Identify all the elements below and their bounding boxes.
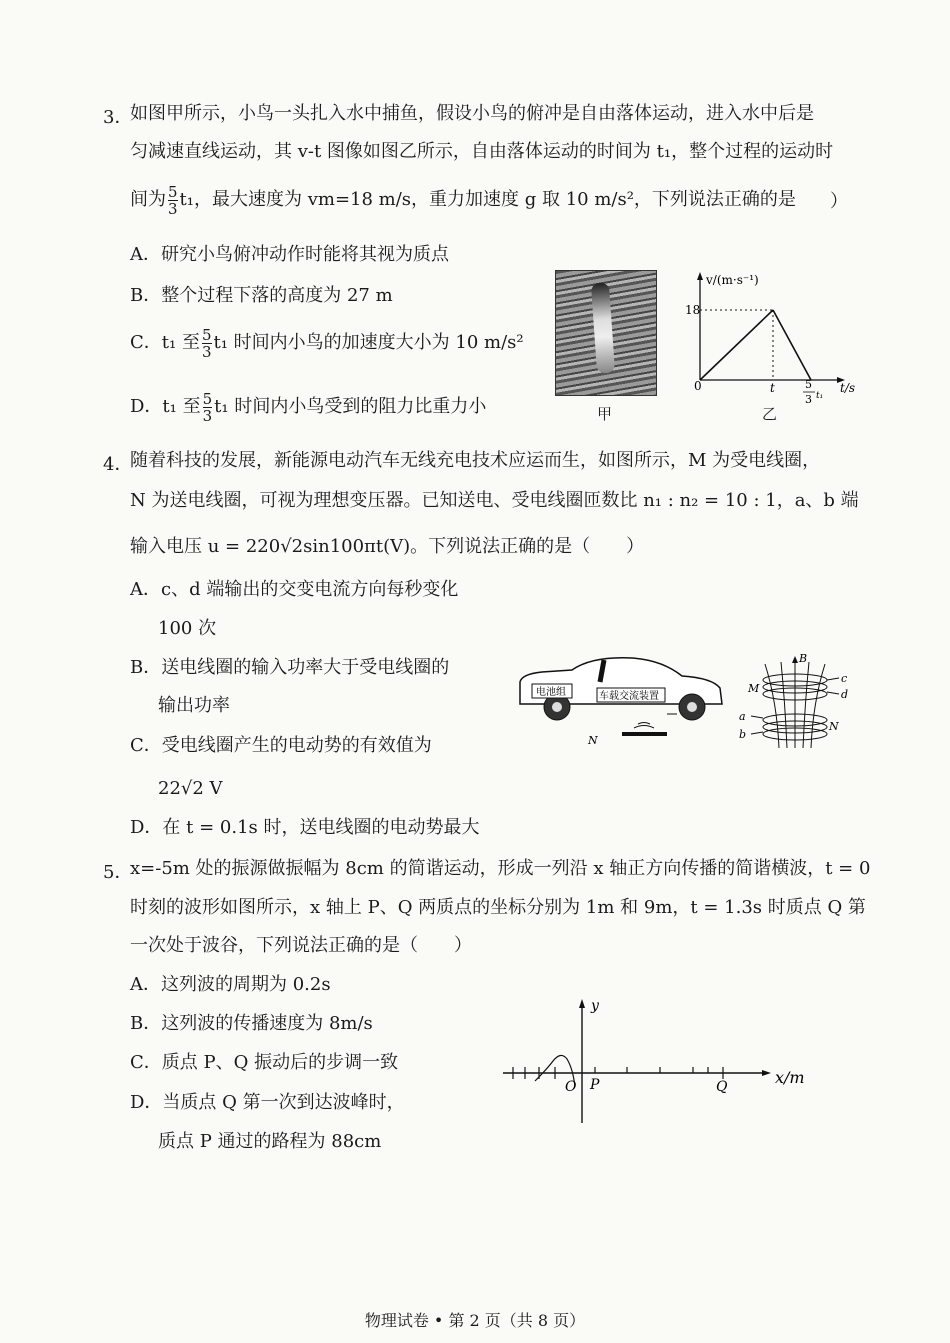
q4-option-d: D．在 t = 0.1s 时，送电线圈的电动势最大 (130, 817, 480, 838)
bird-figure (591, 282, 615, 373)
wave-point-Q: Q (716, 1079, 728, 1095)
q4-number: 4． (103, 454, 133, 475)
q3-option-a: A．研究小鸟俯冲动作时能将其视为质点 (130, 244, 449, 265)
q4-option-c-line1: C．受电线圈产生的电动势的有效值为 (130, 735, 432, 756)
q5-option-d-line1: D．当质点 Q 第一次到达波峰时， (130, 1092, 405, 1113)
battery-label: 电池组 (536, 687, 566, 698)
vt-origin: 0 (694, 379, 702, 393)
q5-stem-line3: 一次处于波谷，下列说法正确的是（ ） (130, 935, 472, 956)
q3-stem-line3 (130, 180, 796, 220)
q5-option-c: C．质点 P、Q 振动后的步调一致 (130, 1052, 399, 1073)
vt-ylabel: v/(m·s⁻¹) (706, 273, 759, 287)
q3-option-c (130, 322, 524, 364)
q3-option-c-start: C．t₁ 至 (130, 332, 200, 353)
wave-graph (495, 995, 815, 1130)
q3-fraction: $\frac{5}{3}$ (168, 182, 178, 218)
vt-y-arrow (697, 272, 703, 280)
q3-option-c-rest: t₁ 时间内小鸟的加速度大小为 10 m/s² (213, 332, 524, 353)
q3-stem-line3-start: 间为 (130, 189, 166, 210)
q3-option-d-rest: t₁ 时间内小鸟受到的阻力比重力小 (214, 396, 487, 417)
car-hub-front (552, 702, 562, 712)
page-footer: 物理试卷 • 第 2 页（共 8 页） (364, 1311, 586, 1330)
figure-yi-caption: 乙 (762, 405, 778, 423)
coil-N-lead-b (751, 732, 763, 734)
coil-M-lead-d (827, 692, 839, 694)
vt-tend-sub: t₁ (816, 391, 824, 401)
q3-option-d-fraction: $\frac{5}{3}$ (202, 389, 213, 425)
wave-x-arrow (762, 1070, 771, 1076)
q5-stem-line1: x=-5m 处的振源做振幅为 8cm 的简谐运动，形成一列沿 x 轴正方向传播的简谐横波，t = 0 (130, 858, 871, 879)
vt-graph (680, 268, 870, 418)
q5-option-b: B．这列波的传播速度为 8m/s (130, 1013, 373, 1034)
car-charging-diagram (512, 652, 737, 747)
vt-t-tick: t (770, 381, 775, 395)
ground-coil-label: N (588, 734, 598, 747)
wave-point-P: P (590, 1077, 600, 1093)
q4-stem-line2: N 为送电线圈，可视为理想变压器。已知送电、受电线圈匝数比 n₁ : n₂ = 10 : 1，a、b 端 (130, 490, 859, 511)
terminal-d: d (841, 688, 849, 701)
vt-tend-den: 3 (805, 393, 812, 406)
ground-coil-pad (622, 732, 667, 736)
vt-tend-num: 5 (805, 378, 812, 391)
terminal-c: c (841, 672, 848, 685)
figure-jia-caption: 甲 (597, 405, 613, 423)
vt-y18: 18 (685, 303, 701, 317)
q5-stem-line2: 时刻的波形如图所示，x 轴上 P、Q 两质点的坐标分别为 1m 和 9m，t = 1.3s 时质点 Q 第 (130, 897, 866, 918)
coil-M-label: M (748, 682, 760, 695)
bird-diving-photo (555, 270, 657, 396)
field-B-label: B (799, 652, 808, 665)
q3-option-d-start: D．t₁ 至 (130, 396, 201, 417)
ground-signal-waves (634, 723, 654, 729)
q4-option-a-line1: A．c、d 端输出的交变电流方向每秒变化 (130, 579, 459, 600)
q3-option-d (130, 386, 486, 428)
q4-option-a-line2: 100 次 (158, 618, 217, 639)
q4-option-b-line1: B．送电线圈的输入功率大于受电线圈的 (130, 657, 450, 678)
q3-option-b: B．整个过程下落的高度为 27 m (130, 285, 393, 306)
q4-stem-line3: 输入电压 u = 220√2sin100πt(V)。下列说法正确的是（ ） (130, 536, 645, 557)
terminal-b: b (739, 728, 747, 741)
terminal-a: a (739, 710, 746, 723)
q5-option-a: A．这列波的周期为 0.2s (130, 974, 331, 995)
vt-rising-line (700, 310, 773, 380)
q3-stem-line3-rest: t₁，最大速度为 vm=18 m/s，重力加速度 g 取 10 m/s²，下列说法正确的是 (179, 189, 796, 210)
q4-option-c-line2: 22√2 V (158, 778, 223, 799)
q5-option-d-line2: 质点 P 通过的路程为 88cm (158, 1131, 382, 1152)
q3-option-c-fraction: $\frac{5}{3}$ (201, 325, 212, 361)
q3-stem-line1: 如图甲所示，小鸟一头扎入水中捕鱼，假设小鸟的俯冲是自由落体运动，进入水中后是 (130, 103, 814, 124)
car-hub-rear (687, 702, 697, 712)
q4-option-b-line2: 输出功率 (158, 695, 230, 716)
ac-device-label: 车载交流装置 (599, 691, 659, 702)
vt-falling-line (773, 310, 811, 380)
coil-M-lead-c (827, 678, 839, 680)
wave-y-arrow (579, 999, 585, 1008)
q5-number: 5． (103, 862, 133, 883)
coil-N-lead-a (751, 716, 763, 718)
q3-stem-line2: 匀减速直线运动，其 v-t 图像如图乙所示，自由落体运动的时间为 t₁，整个过程的运动时 (130, 141, 834, 162)
coil-N-label: N (829, 720, 839, 733)
q3-answer-paren: ） (830, 191, 848, 212)
vt-xlabel: t/s (840, 381, 856, 395)
q3-number: 3． (103, 107, 133, 128)
field-arrow-1 (792, 656, 798, 663)
wave-y-label: y (591, 998, 599, 1014)
wave-x-label: x/m (775, 1068, 805, 1087)
coil-diagram (735, 652, 855, 752)
q4-stem-line1: 随着科技的发展，新能源电动汽车无线充电技术应运而生，如图所示，M 为受电线圈， (130, 450, 821, 471)
wave-origin: O (565, 1079, 577, 1095)
